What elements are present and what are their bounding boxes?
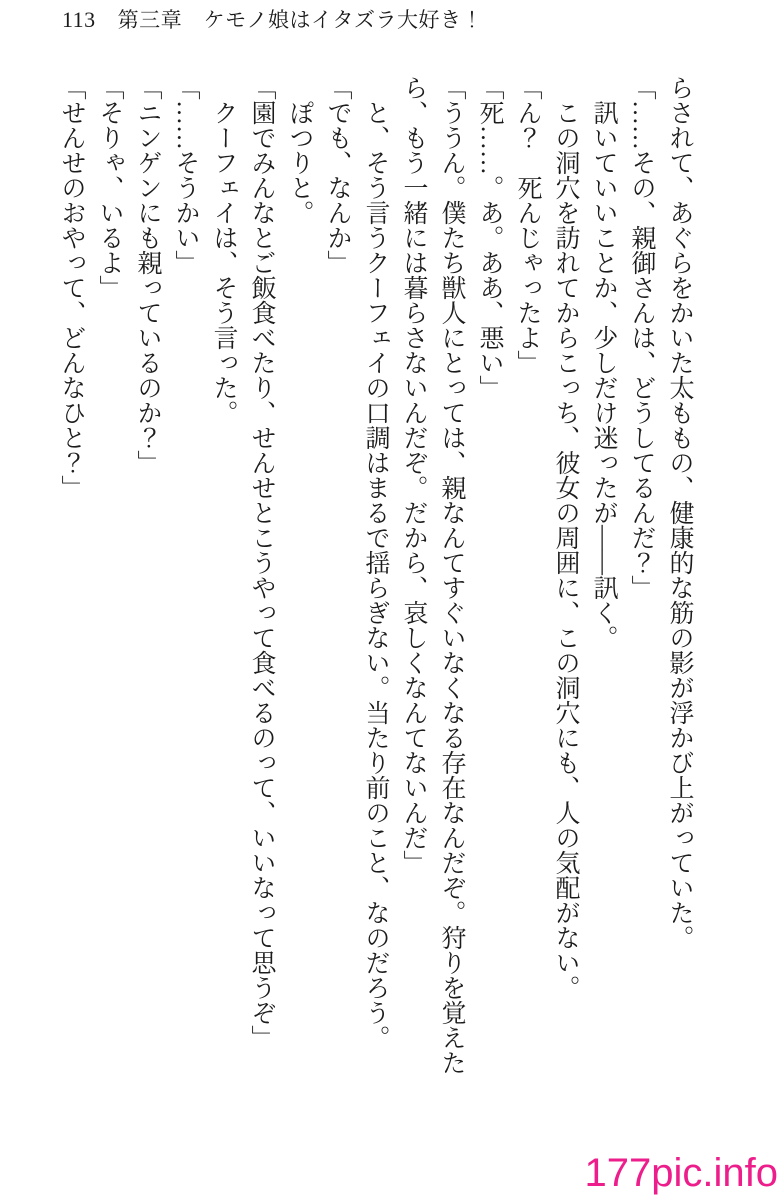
text-line: 「園でみんなとご飯食べたり、せんせとこうやって食べるのって、いいなって思うぞ」 — [248, 75, 275, 1050]
text-line: 「死……。あ。ああ、悪い」 — [476, 75, 503, 400]
chapter-title: 第三章 ケモノ娘はイタズラ大好き！ — [117, 8, 483, 32]
text-line: 「そりゃ、いるよ」 — [96, 75, 123, 300]
text-line: 「……その、親御さんは、どうしてるんだ？」 — [628, 75, 655, 600]
running-header — [62, 4, 483, 34]
watermark: 177pic.info — [584, 1151, 778, 1195]
text-line: 「ううん。僕たち獣人にとっては、親なんてすぐいなくなる存在なんだぞ。狩りを覚えたら、もう一緒には暮らさないんだぞ。だから、哀しくなんてないんだ」 — [400, 75, 465, 1075]
text-line: 「ん？ 死んじゃったよ」 — [514, 75, 541, 375]
text-line: らされて、あぐらをかいた太ももの、健康的な筋の影が浮かび上がっていた。 — [666, 75, 693, 950]
text-line: 「ニンゲンにも親っているのか？」 — [134, 75, 161, 475]
text-line: この洞穴を訪れてからこっち、彼女の周囲に、この洞穴にも、人の気配がない。 — [552, 100, 579, 1000]
text-line: 「でも、なんか」 — [324, 75, 351, 275]
vertical-text-block — [52, 75, 698, 1075]
text-line: と、そう言うクーフェイの口調はまるで揺らぎない。当たり前のこと、なのだろう。 — [362, 100, 389, 1050]
text-line: ぽつりと。 — [286, 100, 313, 225]
text-line: 「せんせのおやって、どんなひと？」 — [58, 75, 85, 500]
text-line: 訊いていいことか、少しだけ迷ったが――訊く。 — [590, 100, 617, 650]
page-number: 113 — [62, 7, 96, 32]
text-line: 「……そうかい」 — [172, 75, 199, 275]
text-line: クーフェイは、そう言った。 — [210, 100, 237, 425]
